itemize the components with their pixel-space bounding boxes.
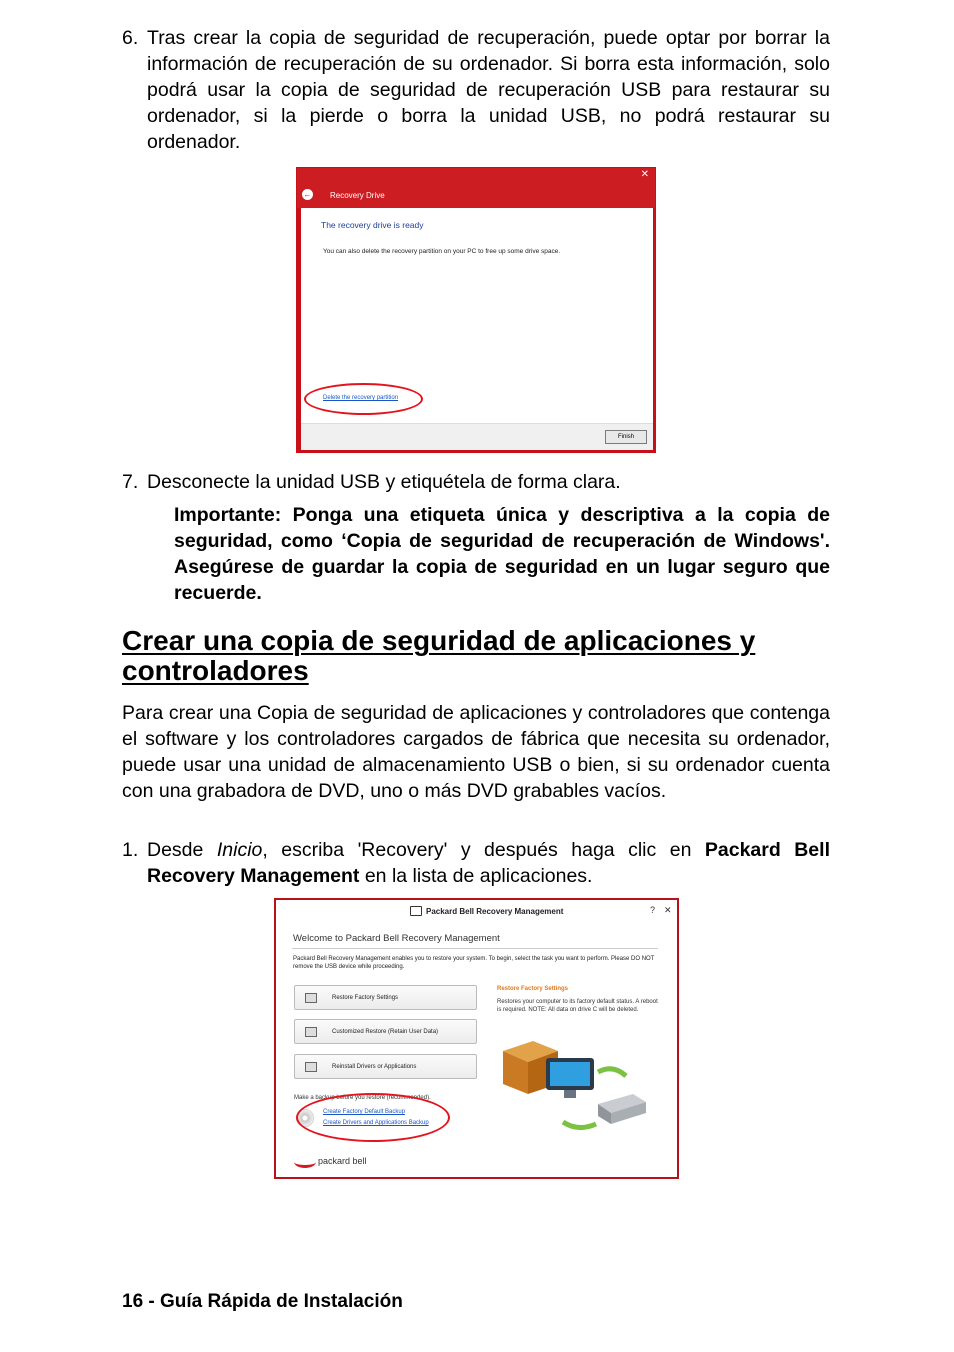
step-1-inicio: Inicio (216, 839, 263, 861)
step-1-text-b: , escriba 'Recovery' y después haga clic en (262, 839, 705, 861)
restore-factory-settings-button[interactable] (294, 985, 477, 1010)
app-icon (410, 906, 422, 916)
restore-icon (305, 993, 317, 1003)
section-heading (122, 626, 830, 686)
restore-illustration (498, 1036, 658, 1136)
backup-heading: Make a backup before you restore (recommended). (294, 1095, 431, 1101)
step-7-text: Desconecte la unidad USB y etiquétela de forma clara. (147, 471, 621, 493)
monitor-stand (564, 1090, 576, 1098)
create-factory-default-backup-link[interactable]: Create Factory Default Backup (323, 1109, 406, 1115)
step-1-text-c: en la lista de aplicaciones. (359, 865, 593, 887)
step-6-text: Tras crear la copia de seguridad de recuperación, puede optar por borrar la información de recuperación de su ordenador. Si borra esta información, solo podrá usar la copia de seguridad de recuperación USB para restaurar su ordenador, si la pierde o borra la unidad USB, no podrá restaurar su ordenador. (147, 27, 830, 153)
recovery-drive-button-bar (301, 423, 653, 450)
arrow-top (598, 1069, 626, 1076)
step-6-number: 6. (122, 27, 139, 49)
annotation-ring (304, 383, 423, 415)
option-label: Restore Factory Settings (332, 995, 399, 1001)
finish-button[interactable]: Finish (605, 430, 647, 444)
monitor-screen (550, 1062, 590, 1086)
help-icon[interactable]: ? (650, 905, 656, 915)
packard-bell-brand: packard bell (318, 1156, 367, 1166)
recovery-management-window-title: Packard Bell Recovery Management (426, 907, 564, 916)
packard-bell-logo-icon (294, 1156, 316, 1168)
close-icon[interactable]: ✕ (640, 169, 649, 180)
recovery-drive-titlebar (297, 168, 655, 208)
step-1-text-a: Desde (147, 839, 217, 861)
close-icon[interactable]: ✕ (664, 905, 672, 915)
option-label: Customized Restore (Retain User Data) (332, 1029, 439, 1035)
section-heading-text: Crear una copia de seguridad de aplicaciones y controladores (122, 625, 756, 686)
customized-restore-button[interactable] (294, 1019, 477, 1044)
step-6 (122, 25, 830, 155)
step-1-app-name: Packard Bell Recovery Management (147, 839, 830, 887)
recovery-management-intro: Packard Bell Recovery Management enables you to restore your system. To begin, select the task you want to perform. Please DO NOT remove the USB device while proceeding. (293, 956, 655, 970)
delete-recovery-partition-link[interactable]: Delete the recovery partition (323, 395, 399, 401)
drive-icon (305, 1027, 317, 1037)
option-label: Reinstall Drivers or Applications (332, 1064, 417, 1070)
step-7-number: 7. (122, 471, 139, 493)
create-drivers-applications-backup-link[interactable]: Create Drivers and Applications Backup (323, 1120, 429, 1126)
important-note: Importante: Ponga una etiqueta única y descriptiva a la copia de seguridad, como ‘Copia de seguridad de recuperación de Windows'. Asegúrese de guardar la copia de seguridad en un lugar seguro que recuerde. (174, 504, 830, 604)
recovery-drive-body: You can also delete the recovery partition on your PC to free up some drive space. (323, 248, 561, 255)
recovery-drive-window-title: Recovery Drive (330, 191, 385, 200)
welcome-text: Welcome to Packard Bell Recovery Management (293, 933, 500, 944)
step-1-number: 1. (122, 839, 139, 861)
intro-paragraph: Para crear una Copia de seguridad de aplicaciones y controladores que contenga el software y los controladores cargados de fábrica que necesita su ordenador, puede usar una unidad de almacenamiento USB o bien, si su ordenador cuenta con una grabadora de DVD, uno o más DVD grabables vacíos. (122, 702, 830, 802)
step-7 (122, 469, 830, 495)
recovery-drive-heading: The recovery drive is ready (321, 220, 424, 230)
arrow-bottom (563, 1122, 596, 1128)
side-heading: Restore Factory Settings (497, 986, 569, 992)
side-description: Restores your computer to its factory default status. A reboot is required. NOTE: All data on drive C will be deleted. (497, 999, 658, 1013)
divider (292, 948, 658, 949)
page-footer: 16 - Guía Rápida de Instalación (122, 1291, 403, 1312)
annotation-ring (296, 1093, 450, 1142)
reinstall-drivers-button[interactable] (294, 1054, 477, 1079)
back-arrow-icon[interactable]: ← (303, 190, 312, 199)
step-1 (122, 837, 830, 889)
applications-icon (305, 1062, 317, 1072)
